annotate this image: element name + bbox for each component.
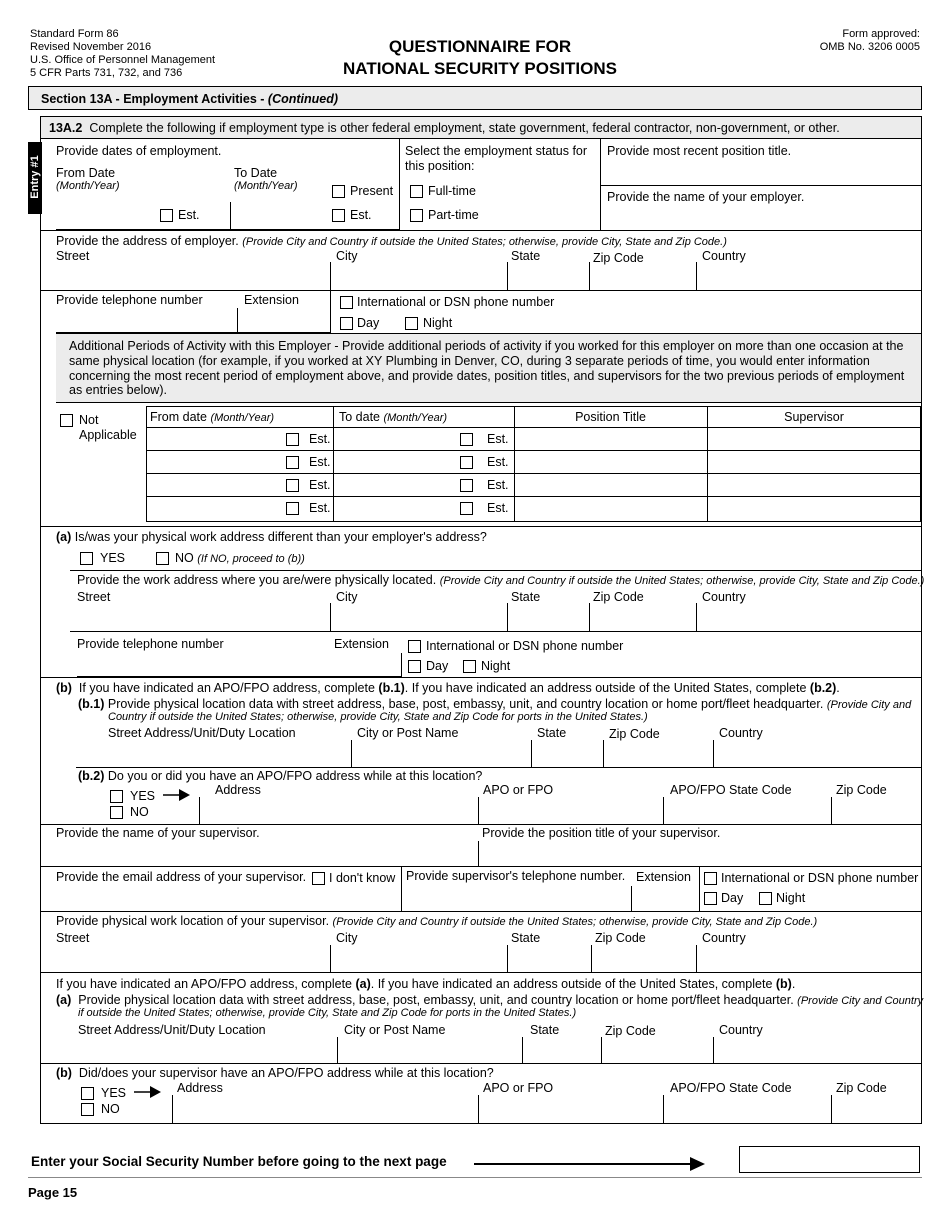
supervisor-location-label: Provide physical work location of your supervisor. (Provide City and Country if outside the United States; otherwise, provide City, State and Zip Code.) (56, 914, 818, 928)
row3-from-est: Est. (309, 478, 331, 492)
work-night-label: Night (481, 659, 511, 673)
entry-tab (28, 142, 42, 214)
b1-country-label: Country (719, 726, 763, 740)
to-est-label: Est. (350, 208, 372, 222)
work-intl-label: International or DSN phone number (426, 639, 624, 653)
b1-zip-label: Zip Code (609, 727, 660, 741)
sup-b-zip-label: Zip Code (836, 1081, 887, 1095)
work-city-label: City (336, 590, 358, 604)
b2-yes-checkbox[interactable] (110, 790, 123, 803)
sup-b-apo-label: APO or FPO (483, 1081, 554, 1095)
page-title (280, 36, 680, 80)
arrow-right-icon (134, 1085, 162, 1099)
sup-b-yes-checkbox[interactable] (81, 1087, 94, 1100)
section-header (28, 86, 922, 110)
row4-to-est-checkbox[interactable] (460, 502, 473, 515)
supervisor-day-label: Day (721, 891, 744, 905)
section-title: Section 13A - Employment Activities - (Continued) (41, 92, 339, 106)
country-label: Country (702, 249, 746, 263)
sup-b-no-label: NO (101, 1102, 120, 1116)
additional-periods-box (56, 333, 921, 403)
work-street-label: Street (77, 590, 111, 604)
b2-question: (b.2) Do you or did you have an APO/FPO address while at this location? (78, 769, 483, 783)
from-est-label: Est. (178, 208, 200, 222)
from-est-checkbox[interactable] (160, 209, 173, 222)
row1-from-est-checkbox[interactable] (286, 433, 299, 446)
sup-a-text: (a) Provide physical location data with street address, base, post, embassy, unit, and country location or home port/fleet headquarter. (Provide City and Country (56, 993, 924, 1007)
sup-a-zip-label: Zip Code (605, 1024, 656, 1038)
sup-b-address-label: Address (177, 1081, 223, 1095)
b1-state-label: State (537, 726, 567, 740)
row2-from-est: Est. (309, 455, 331, 469)
row3-from-est-checkbox[interactable] (286, 479, 299, 492)
not-applicable-checkbox[interactable] (60, 414, 73, 427)
row1-to-est: Est. (487, 432, 509, 446)
sup-b-apo-state-label: APO/FPO State Code (670, 1081, 792, 1095)
work-address-label: Provide the work address where you are/were physically located. (Provide City and Country if outside the United States; otherwise, provide City, State and Zip Code.) (77, 573, 925, 587)
ssn-instruction: Enter your Social Security Number before going to the next page (31, 1154, 447, 1169)
form-line: U.S. Office of Personnel Management (30, 54, 216, 66)
work-state-label: State (511, 590, 541, 604)
part-time-label: Part-time (428, 208, 479, 222)
form-approved: Form approved: (842, 28, 920, 40)
sup-state-label: State (511, 931, 541, 945)
supervisor-night-label: Night (776, 891, 806, 905)
position-title-label: Provide most recent position title. (607, 144, 792, 158)
supervisor-title-label: Provide the position title of your supervisor. (482, 826, 721, 840)
supervisor-intl-label: International or DSN phone number (721, 871, 919, 885)
b1-note: Country if outside the United States; otherwise, provide City, State and Zip Code for ports in the United States.) (108, 711, 648, 723)
b1-street-label: Street Address/Unit/Duty Location (108, 726, 296, 740)
intl-phone-label: International or DSN phone number (357, 295, 555, 309)
title-line-1: QUESTIONNAIRE FOR (388, 37, 572, 56)
extension-label: Extension (244, 293, 299, 307)
sup-zip-label: Zip Code (595, 931, 646, 945)
subsection-text: 13A.2 Complete the following if employment type is other federal employment, state government, federal contractor, non-government, or other. (49, 121, 840, 135)
qa-yes-checkbox[interactable] (80, 552, 93, 565)
dates-label: Provide dates of employment. (56, 144, 222, 158)
status-label: Select the employment status for this position: (405, 144, 588, 173)
night-label: Night (423, 316, 453, 330)
night-checkbox[interactable] (405, 317, 418, 330)
qa-question: (a) Is/was your physical work address different than your employer's address? (56, 530, 487, 544)
col-position-title: Position Title (575, 410, 646, 424)
sup-apo-text: If you have indicated an APO/FPO address, complete (a). If you have indicated an address outside of the United States, complete (b). (56, 977, 796, 991)
sup-city-label: City (336, 931, 358, 945)
b2-no-checkbox[interactable] (110, 806, 123, 819)
present-checkbox[interactable] (332, 185, 345, 198)
row4-to-est: Est. (487, 501, 509, 515)
sup-a-street-label: Street Address/Unit/Duty Location (78, 1023, 266, 1037)
state-label: State (511, 249, 541, 263)
dont-know-checkbox[interactable] (312, 872, 325, 885)
row2-to-est-checkbox[interactable] (460, 456, 473, 469)
not-label: Not (79, 413, 99, 427)
row2-from-est-checkbox[interactable] (286, 456, 299, 469)
qb-text: (b) If you have indicated an APO/FPO address, complete (b.1). If you have indicated an address outside of the United States, complete (b.2). (56, 681, 840, 695)
from-date-label: From Date (56, 166, 116, 180)
supervisor-name-label: Provide the name of your supervisor. (56, 826, 260, 840)
sup-b-question: (b) Did/does your supervisor have an APO/FPO address while at this location? (56, 1066, 494, 1080)
col-supervisor: Supervisor (784, 410, 844, 424)
col-to-header: To date (Month/Year) (339, 410, 448, 424)
supervisor-extension-label: Extension (636, 870, 691, 884)
row2-to-est: Est. (487, 455, 509, 469)
title-line-2: NATIONAL SECURITY POSITIONS (343, 59, 617, 78)
supervisor-day-checkbox[interactable] (704, 892, 717, 905)
part-time-checkbox[interactable] (410, 209, 423, 222)
page-number: Page 15 (28, 1185, 78, 1200)
row1-from-est: Est. (309, 432, 331, 446)
work-country-label: Country (702, 590, 746, 604)
ssn-input[interactable] (739, 1146, 920, 1173)
work-intl-checkbox[interactable] (408, 640, 421, 653)
work-zip-label: Zip Code (593, 590, 644, 604)
row3-to-est-checkbox[interactable] (460, 479, 473, 492)
b2-apo-label: APO or FPO (483, 783, 554, 797)
subsection-header (41, 117, 921, 139)
sup-a-state-label: State (530, 1023, 560, 1037)
b2-address-label: Address (215, 783, 261, 797)
sup-b-yes-label: YES (101, 1086, 127, 1100)
supervisor-intl-checkbox[interactable] (704, 872, 717, 885)
applicable-label: Applicable (79, 428, 137, 442)
sup-street-label: Street (56, 931, 90, 945)
to-month-year: (Month/Year) (234, 180, 298, 192)
full-time-label: Full-time (428, 184, 476, 198)
form-line: Revised November 2016 (30, 41, 152, 53)
supervisor-email-label: Provide the email address of your supervisor. (56, 870, 307, 884)
to-est-checkbox[interactable] (332, 209, 345, 222)
b2-no-label: NO (130, 805, 149, 819)
day-checkbox[interactable] (340, 317, 353, 330)
full-time-checkbox[interactable] (410, 185, 423, 198)
form-line: Standard Form 86 (30, 28, 119, 40)
supervisor-phone-label: Provide supervisor's telephone number. (406, 869, 626, 883)
sup-a-country-label: Country (719, 1023, 763, 1037)
row4-from-est: Est. (309, 501, 331, 515)
b2-apo-state-label: APO/FPO State Code (670, 783, 792, 797)
row4-from-est-checkbox[interactable] (286, 502, 299, 515)
b1-text: (b.1) Provide physical location data with street address, base, post, embassy, unit, and country location or home port/fleet headquarter. (Provide City and (78, 697, 912, 711)
employer-address-label: Provide the address of employer. (Provide City and Country if outside the United States; otherwise, provide City, State and Zip Code.) (56, 234, 727, 248)
arrow-right-icon (474, 1156, 706, 1172)
city-label: City (336, 249, 358, 263)
col-from-header: From date (Month/Year) (150, 410, 275, 424)
qa-no-checkbox[interactable] (156, 552, 169, 565)
work-day-checkbox[interactable] (408, 660, 421, 673)
b2-yes-label: YES (130, 789, 156, 803)
zip-label: Zip Code (593, 251, 644, 265)
entry-tab-label: Entry #1 (29, 155, 41, 199)
sup-a-note: if outside the United States; otherwise, provide City, State and Zip Code for ports in the United States.) (78, 1007, 577, 1019)
phone-label: Provide telephone number (56, 293, 203, 307)
qa-no-label: NO (If NO, proceed to (b)) (175, 551, 305, 565)
b1-city-label: City or Post Name (357, 726, 459, 740)
row3-to-est: Est. (487, 478, 509, 492)
omb-info (820, 28, 920, 54)
from-month-year: (Month/Year) (56, 180, 120, 192)
supervisor-night-checkbox[interactable] (759, 892, 772, 905)
day-label: Day (357, 316, 380, 330)
b2-zip-label: Zip Code (836, 783, 887, 797)
qa-yes-label: YES (100, 551, 126, 565)
street-label: Street (56, 249, 90, 263)
additional-periods-text: Additional Periods of Activity with this Employer - Provide additional periods of activity if you worked for this employer on more than one occasion at the same physical location (for example, if you worked at XY Plumbing in Denver, CO, during 3 separate periods of time, you would enter information concerning the most recent period of employment above, and provide dates, position titles, and supervisors for the two previous periods of employment as entries below). (69, 339, 905, 398)
arrow-right-icon (163, 788, 191, 802)
row1-to-est-checkbox[interactable] (460, 433, 473, 446)
work-phone-label: Provide telephone number (77, 637, 224, 651)
dont-know-label: I don't know (329, 871, 396, 885)
form-info (30, 28, 215, 80)
sup-country-label: Country (702, 931, 746, 945)
intl-phone-checkbox[interactable] (340, 296, 353, 309)
employer-name-label: Provide the name of your employer. (607, 190, 805, 204)
sup-b-no-checkbox[interactable] (81, 1103, 94, 1116)
work-day-label: Day (426, 659, 449, 673)
work-night-checkbox[interactable] (463, 660, 476, 673)
to-date-label: To Date (234, 166, 278, 180)
sup-a-city-label: City or Post Name (344, 1023, 446, 1037)
present-label: Present (350, 184, 394, 198)
work-extension-label: Extension (334, 637, 389, 651)
form-line: 5 CFR Parts 731, 732, and 736 (30, 67, 183, 79)
omb-number: OMB No. 3206 0005 (819, 41, 920, 53)
